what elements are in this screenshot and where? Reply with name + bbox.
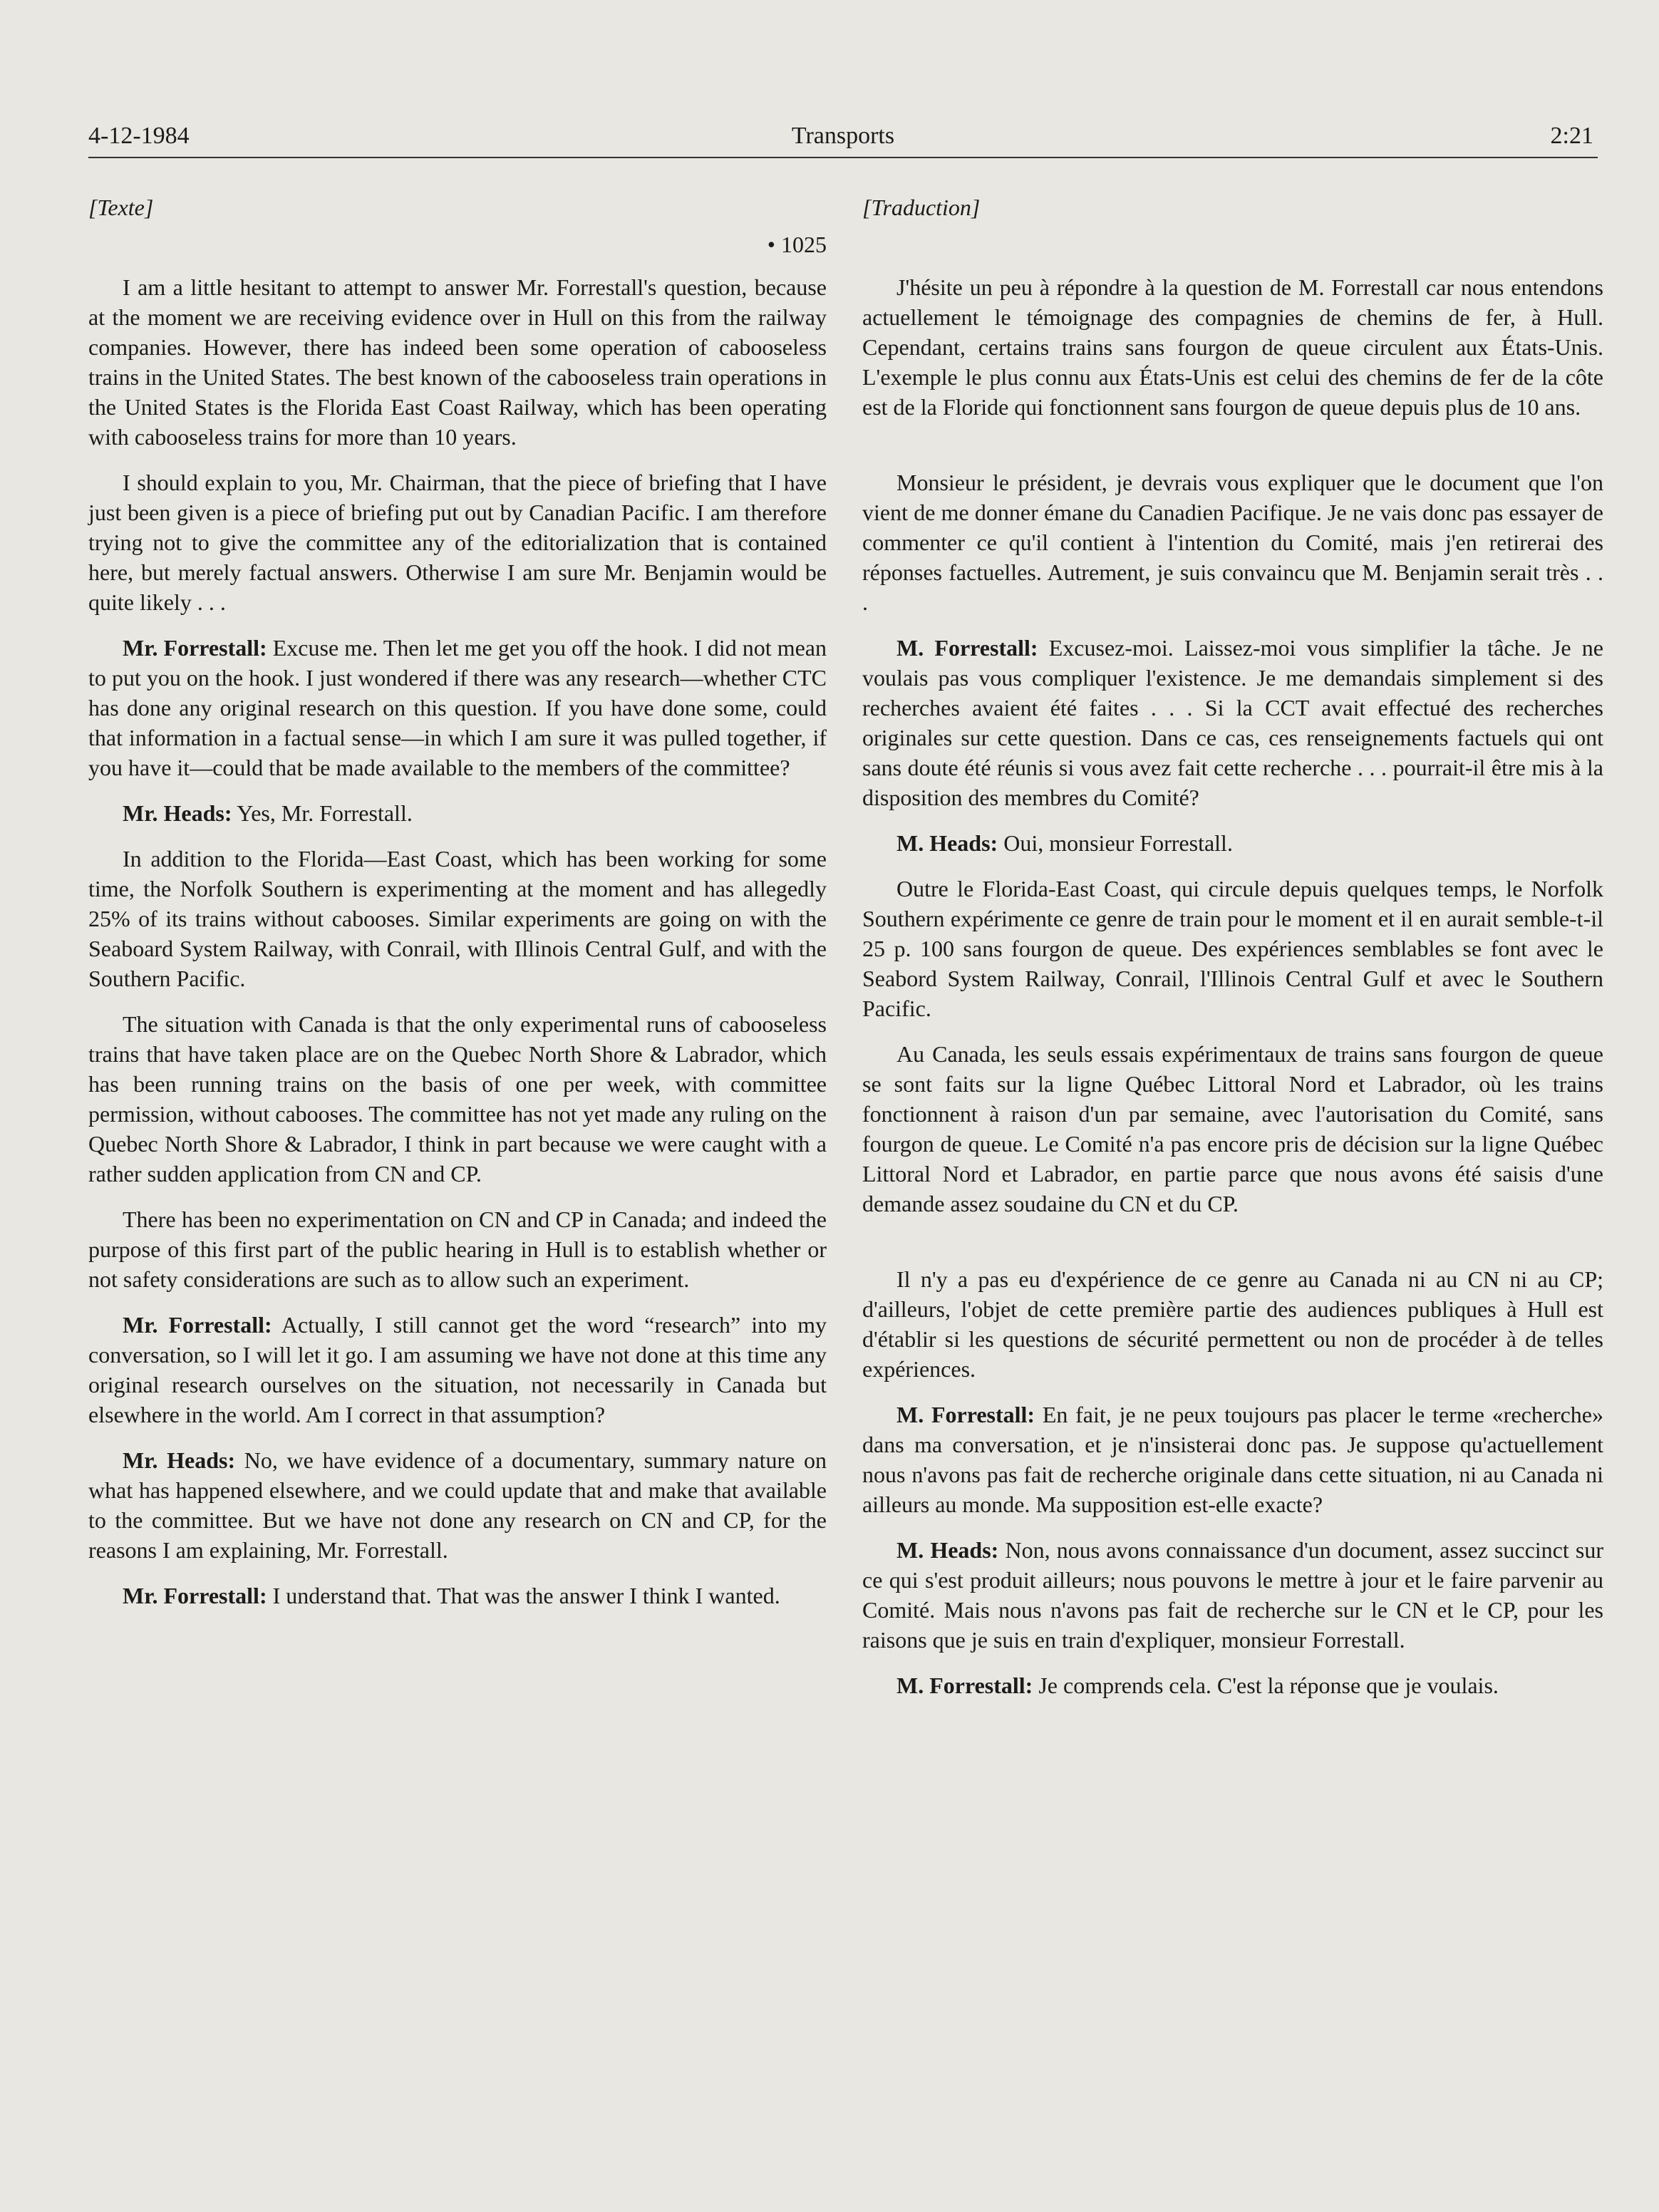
paragraph: Outre le Florida-East Coast, qui circule depuis quelques temps, le Norfolk Southern expérimente ce genre de train pour le moment et il en aurait semble-t-il 25 p. 100 sans fourgon de queue. Des expériences semblables se font avec le Seabord System Railway, Conrail, l'Illinois Central Gulf et avec le Southern Pacific.	[862, 876, 1603, 1021]
timestamp: • 1025	[767, 232, 827, 257]
paragraph: M. Forrestall: Je comprends cela. C'est la réponse que je voulais.	[896, 1673, 1499, 1698]
paragraph: I am a little hesitant to attempt to answer Mr. Forrestall's question, because at the moment we are receiving evidence over in Hull on this from the railway companies. However, there has indeed been some operation of cabooseless trains in the United States. The best known of the cabooseless train operations in the United States is the Florida East Coast Railway, which has been operating with cabooseless trains for more than 10 years.	[88, 274, 827, 450]
header-title: Transports	[791, 123, 895, 149]
paragraph: In addition to the Florida—East Coast, which has been working for some time, the Norfolk Southern is experimenting at the moment and has allegedly 25% of its trains without cabooses. Similar experiments are going on with the Seaboard System Railway, with Conrail, with Illinois Central Gulf, and with the Southern Pacific.	[88, 846, 827, 991]
paragraph: Mr. Heads: Yes, Mr. Forrestall.	[123, 800, 413, 826]
page-header	[88, 120, 1598, 158]
column-label-traduction: [Traduction]	[862, 195, 981, 220]
paragraph: Mr. Heads: No, we have evidence of a documentary, summary nature on what has happened elsewhere, and we could update that and make that available to the committee. But we have not done any research on CN and CP, for the reasons I am explaining, Mr. Forrestall.	[88, 1447, 827, 1563]
english-column	[88, 192, 827, 1626]
column-label-texte: [Texte]	[88, 195, 154, 220]
speaker-name: M. Forrestall:	[896, 1673, 1033, 1698]
speaker-name: Mr. Heads:	[123, 800, 232, 826]
header-date: 4-12-1984	[88, 123, 190, 149]
paragraph: There has been no experimentation on CN and CP in Canada; and indeed the purpose of this first part of the public hearing in Hull is to establish whether or not safety considerations are such as to allow such an experiment.	[88, 1206, 827, 1292]
french-column	[862, 192, 1603, 1716]
timestamp-spacer	[862, 229, 1603, 272]
paragraph: M. Heads: Oui, monsieur Forrestall.	[896, 830, 1233, 856]
paragraph: Mr. Forrestall: I understand that. That was the answer I think I wanted.	[123, 1583, 780, 1608]
paragraph: M. Forrestall: En fait, je ne peux toujours pas placer le terme «recherche» dans ma conversation, et je n'insisterai donc pas. Je suppose qu'actuellement nous n'avons pas fait de recherche originale dans cette situation, ni au Canada ni ailleurs au monde. Ma supposition est-elle exacte?	[862, 1402, 1604, 1517]
speaker-name: Mr. Heads:	[123, 1447, 236, 1473]
speaker-name: M. Heads:	[896, 830, 998, 856]
paragraph: Mr. Forrestall: Actually, I still cannot get the word “research” into my conversation, so I will let it go. I am assuming we have not done at this time any original research ourselves on the situation, not necessarily in Canada but elsewhere in the world. Am I correct in that assumption?	[88, 1312, 827, 1427]
paragraph: Il n'y a pas eu d'expérience de ce genre au Canada ni au CN ni au CP; d'ailleurs, l'objet de cette première partie des audiences publiques à Hull est d'établir si les questions de sécurité permettent ou non de procéder à de telles expériences.	[862, 1266, 1603, 1382]
speaker-name: Mr. Forrestall:	[123, 1583, 267, 1608]
speaker-name: M. Heads:	[896, 1537, 999, 1563]
paragraph: Monsieur le président, je devrais vous expliquer que le document que l'on vient de me donner émane du Canadien Pacifique. Je ne vais donc pas essayer de commenter ce qu'il contient à l'intention du Comité, mais j'en retirerai des réponses factuelles. Autrement, je suis convaincu que M. Benjamin serait très . . .	[862, 470, 1603, 615]
speaker-name: Mr. Forrestall:	[123, 635, 267, 661]
paragraph: I should explain to you, Mr. Chairman, that the piece of briefing that I have just been given is a piece of briefing put out by Canadian Pacific. I am therefore trying not to give the committee any of the editorialization that is contained here, but merely factual answers. Otherwise I am sure Mr. Benjamin would be quite likely . . .	[88, 470, 827, 615]
speaker-name: M. Forrestall:	[896, 635, 1038, 661]
spacer	[862, 1234, 1603, 1264]
speaker-name: M. Forrestall:	[896, 1402, 1035, 1427]
spacer	[862, 438, 1603, 467]
speaker-name: Mr. Forrestall:	[123, 1312, 272, 1338]
header-page-number: 2:21	[1550, 123, 1593, 149]
paragraph: The situation with Canada is that the only experimental runs of cabooseless trains that have taken place are on the Quebec North Shore & Labrador, which has been running trains on the basis of one per week, with committee permission, without cabooses. The committee has not yet made any ruling on the Quebec North Shore & Labrador, I think in part because we were caught with a rather sudden application from CN and CP.	[88, 1011, 827, 1187]
paragraph: M. Heads: Non, nous avons connaissance d'un document, assez succinct sur ce qui s'est produit ailleurs; nous pouvons le mettre à jour et le faire parvenir au Comité. Mais nous n'avons pas fait de recherche sur le CN et le CP, pour les raisons que je suis en train d'expliquer, monsieur Forrestall.	[862, 1537, 1604, 1653]
paragraph: Au Canada, les seuls essais expérimentaux de trains sans fourgon de queue se sont faits sur la ligne Québec Littoral Nord et Labrador, où les trains fonctionnent à raison d'un par semaine, avec l'autorisation du Comité, sans fourgon de queue. Le Comité n'a pas encore pris de décision sur la ligne Québec Littoral Nord et Labrador, en partie parce que nous avons été saisis d'une demande assez soudaine du CN et du CP.	[862, 1041, 1603, 1216]
paragraph: J'hésite un peu à répondre à la question de M. Forrestall car nous entendons actuellement le témoignage des compagnies de chemins de fer, à Hull. Cependant, certains trains sans fourgon de queue circulent aux États-Unis. L'exemple le plus connu aux États-Unis est celui des chemins de fer de la côte est de la Floride qui fonctionnent sans fourgon de queue depuis plus de 10 ans.	[862, 274, 1603, 420]
paragraph: M. Forrestall: Excusez-moi. Laissez-moi vous simplifier la tâche. Je ne voulais pas vous compliquer l'existence. Je me demandais simplement si des recherches avaient été faites . . . Si la CCT avait effectué des recherches originales sur cette question. Dans ce cas, ces renseignements factuels qui ont sans doute été réunis si vous avez fait cette recherche . . . pourrait-il être mis à la disposition des membres du Comité?	[862, 635, 1604, 810]
paragraph: Mr. Forrestall: Excuse me. Then let me get you off the hook. I did not mean to put you on the hook. I just wondered if there was any research—whether CTC has done any original research on this question. If you have done some, could that information in a factual sense—in which I am sure it was pulled together, if you have it—could that be made available to the members of the committee?	[88, 635, 827, 780]
